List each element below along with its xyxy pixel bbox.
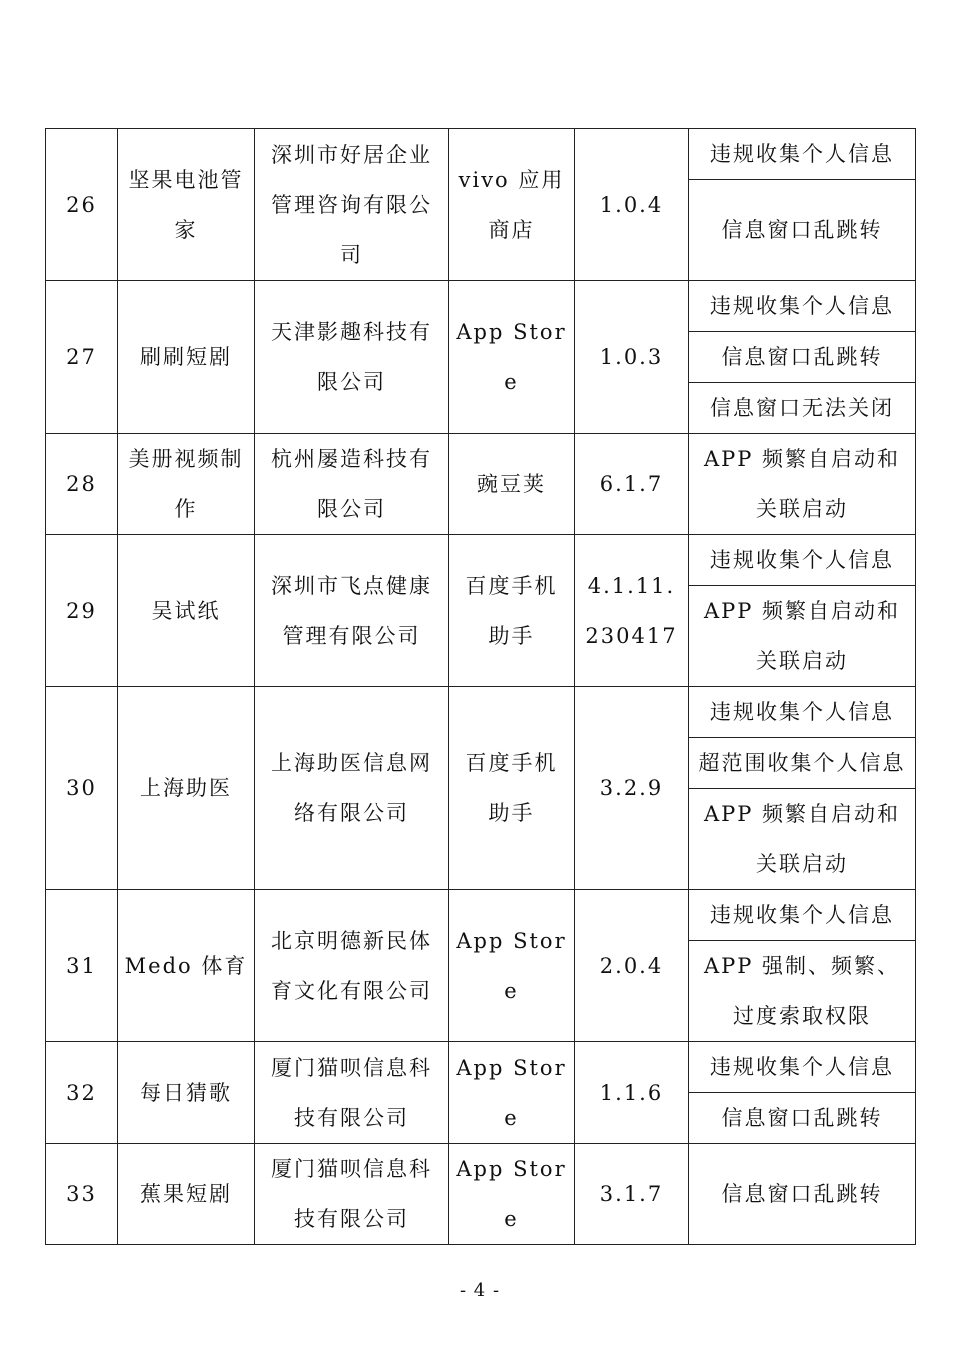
app-store: App Store: [449, 281, 575, 434]
app-table: [45, 128, 916, 1245]
app-store: 百度手机助手: [449, 687, 575, 890]
issue-cell: APP 频繁自启动和关联启动: [689, 586, 916, 687]
app-name: 刷刷短剧: [118, 281, 255, 434]
issue-cell: 违规收集个人信息: [689, 1042, 916, 1093]
issue-cell: 信息窗口乱跳转: [689, 1093, 916, 1144]
app-store: vivo 应用商店: [449, 129, 575, 281]
app-name: 每日猜歌: [118, 1042, 255, 1144]
company-name: 杭州屡造科技有限公司: [255, 434, 449, 535]
issue-cell: 信息窗口乱跳转: [689, 332, 916, 383]
table-row: [46, 1144, 916, 1245]
row-number: 31: [46, 890, 118, 1042]
page-number: - 4 -: [459, 1280, 501, 1301]
app-version: 3.2.9: [575, 687, 689, 890]
issue-cell: 信息窗口无法关闭: [689, 383, 916, 434]
app-name: 蕉果短剧: [118, 1144, 255, 1245]
app-version: 4.1.11.230417: [575, 535, 689, 687]
app-store: 百度手机助手: [449, 535, 575, 687]
issue-cell: 违规收集个人信息: [689, 129, 916, 180]
row-number: 33: [46, 1144, 118, 1245]
company-name: 厦门猫呗信息科技有限公司: [255, 1144, 449, 1245]
app-store: App Store: [449, 890, 575, 1042]
row-number: 30: [46, 687, 118, 890]
app-name: 坚果电池管家: [118, 129, 255, 281]
table-row: [46, 281, 916, 332]
app-version: 1.1.6: [575, 1042, 689, 1144]
app-store: App Store: [449, 1042, 575, 1144]
app-version: 6.1.7: [575, 434, 689, 535]
issue-cell: 违规收集个人信息: [689, 687, 916, 738]
issue-cell: APP 强制、频繁、过度索取权限: [689, 941, 916, 1042]
company-name: 深圳市好居企业管理咨询有限公司: [255, 129, 449, 281]
app-version: 1.0.3: [575, 281, 689, 434]
app-name: 上海助医: [118, 687, 255, 890]
issue-cell: 超范围收集个人信息: [689, 738, 916, 789]
company-name: 北京明德新民体育文化有限公司: [255, 890, 449, 1042]
table-row: [46, 535, 916, 586]
table-row: [46, 434, 916, 535]
table-row: [46, 687, 916, 738]
row-number: 29: [46, 535, 118, 687]
table-row: [46, 1042, 916, 1093]
issue-cell: 违规收集个人信息: [689, 890, 916, 941]
app-name: Medo 体育: [118, 890, 255, 1042]
app-version: 1.0.4: [575, 129, 689, 281]
company-name: 厦门猫呗信息科技有限公司: [255, 1042, 449, 1144]
row-number: 27: [46, 281, 118, 434]
app-store: App Store: [449, 1144, 575, 1245]
table-row: [46, 129, 916, 180]
app-store: 豌豆荚: [449, 434, 575, 535]
app-name: 吴试纸: [118, 535, 255, 687]
app-version: 2.0.4: [575, 890, 689, 1042]
issue-cell: 信息窗口乱跳转: [689, 180, 916, 281]
app-version: 3.1.7: [575, 1144, 689, 1245]
company-name: 天津影趣科技有限公司: [255, 281, 449, 434]
issue-cell: 违规收集个人信息: [689, 281, 916, 332]
issue-cell: APP 频繁自启动和关联启动: [689, 789, 916, 890]
company-name: 上海助医信息网络有限公司: [255, 687, 449, 890]
issue-cell: 信息窗口乱跳转: [689, 1144, 916, 1245]
row-number: 32: [46, 1042, 118, 1144]
row-number: 26: [46, 129, 118, 281]
table-row: [46, 890, 916, 941]
issue-cell: 违规收集个人信息: [689, 535, 916, 586]
app-name: 美册视频制作: [118, 434, 255, 535]
row-number: 28: [46, 434, 118, 535]
issue-cell: APP 频繁自启动和关联启动: [689, 434, 916, 535]
company-name: 深圳市飞点健康管理有限公司: [255, 535, 449, 687]
